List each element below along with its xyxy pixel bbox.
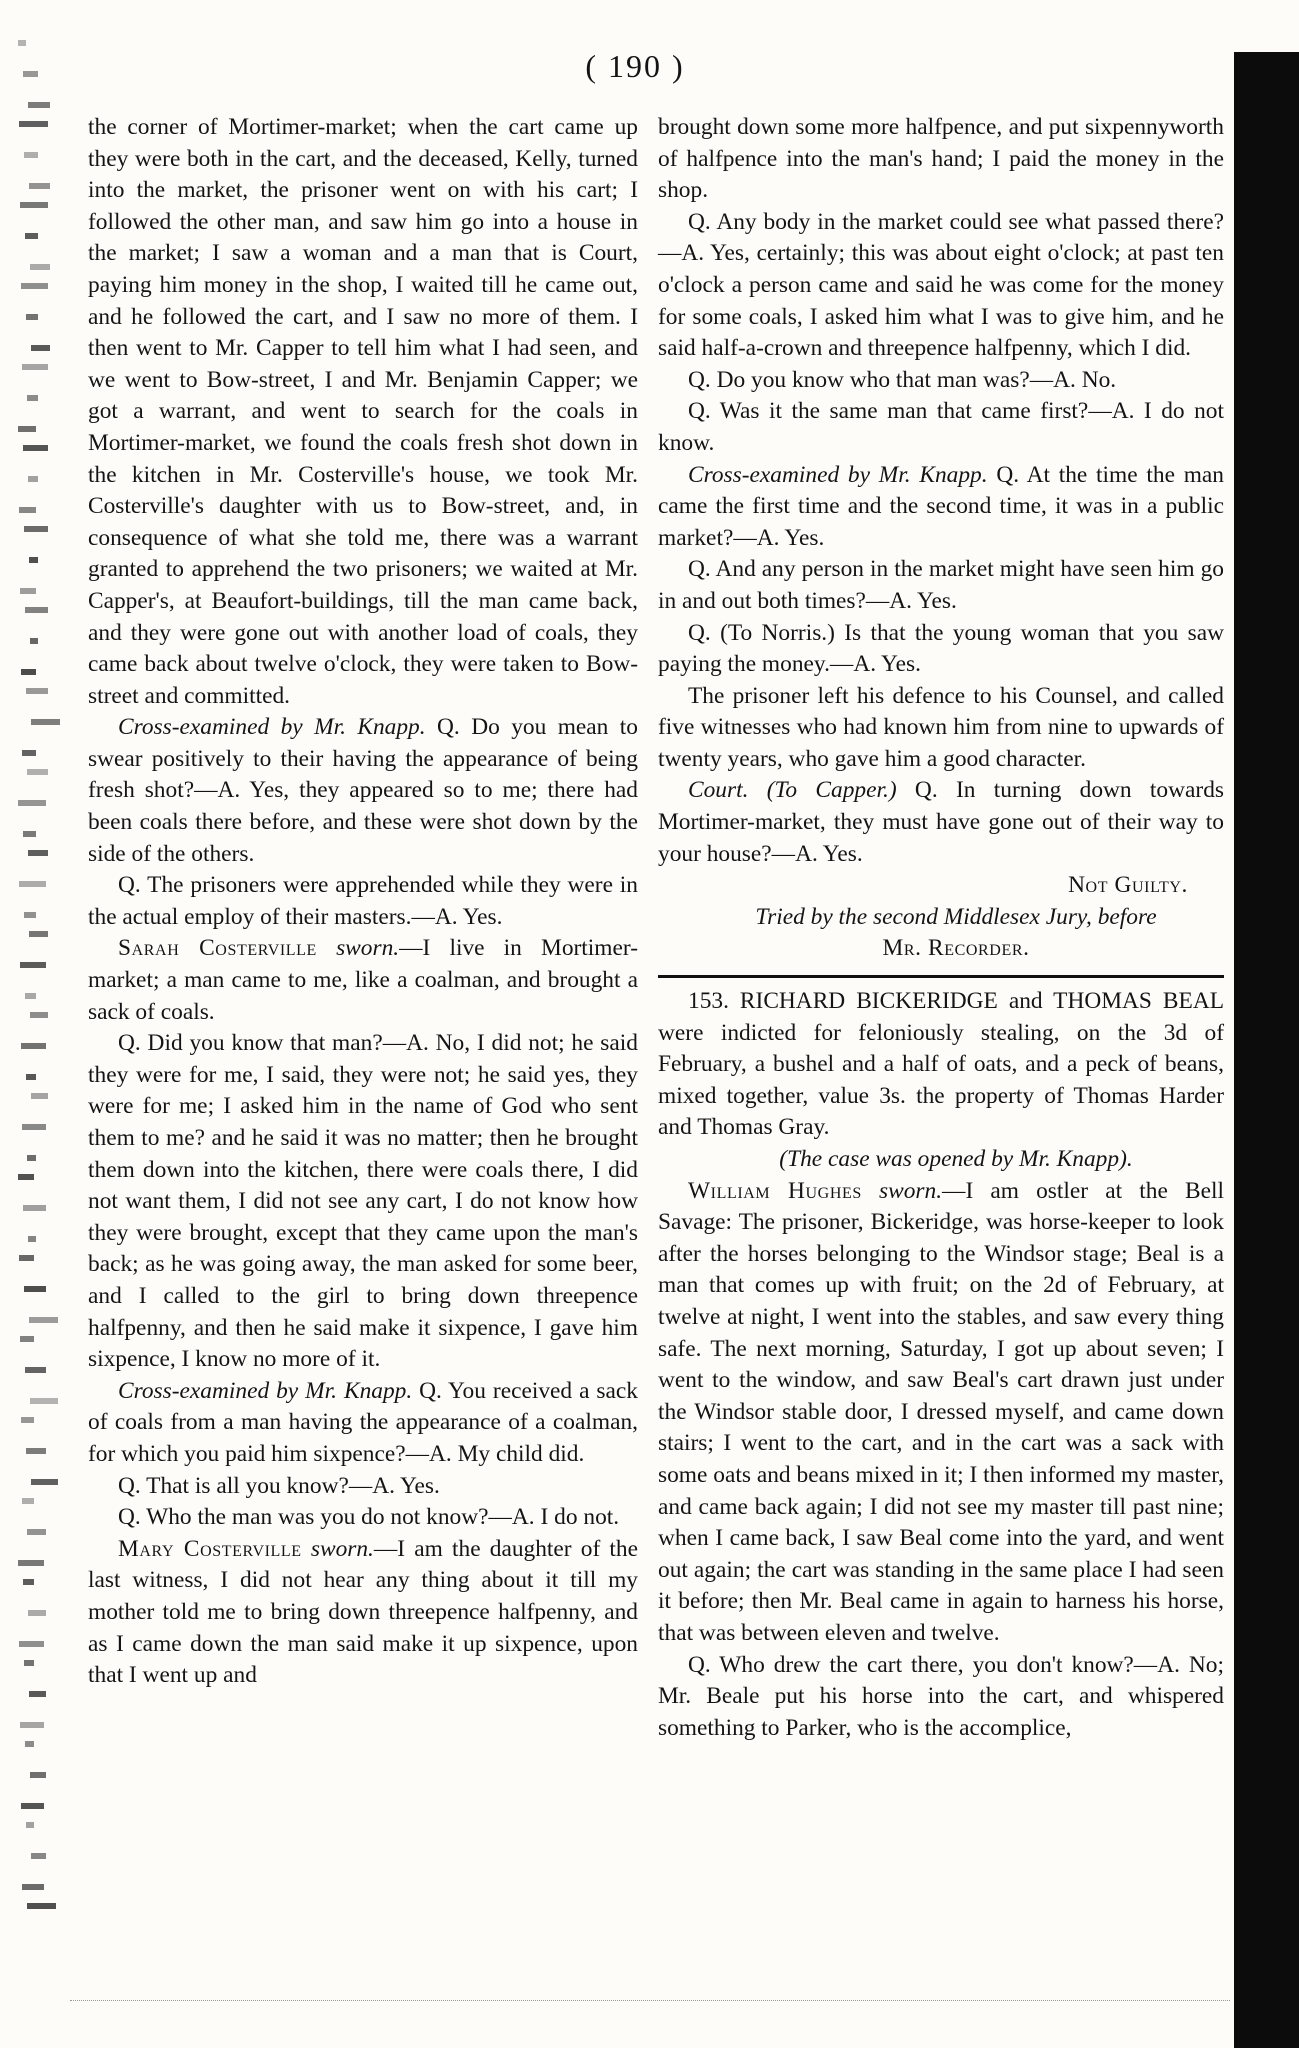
- page-edge-shadow: [1234, 52, 1299, 2048]
- binding-mark: [29, 557, 38, 563]
- binding-mark: [27, 1903, 56, 1909]
- paragraph: [88, 1376, 638, 1471]
- paragraph-text: Q. (To Norris.) Is that the young woman that you saw paying the money.—A. Yes.: [658, 619, 1224, 678]
- paragraph: [88, 933, 638, 1028]
- right-column: [658, 112, 1224, 1744]
- paragraph: [658, 1650, 1224, 1745]
- binding-mark: [25, 1741, 34, 1747]
- paragraph: [658, 775, 1224, 870]
- binding-mark: [19, 121, 48, 127]
- paragraph-text: Q. Was it the same man that came first?—A. I do not know.: [658, 398, 1224, 456]
- paragraph: [658, 986, 1224, 1144]
- binding-mark: [28, 1610, 46, 1616]
- witness-name: Mary Costerville: [118, 1535, 302, 1562]
- trial-note-text: Tried by the second Middlesex Jury, before: [755, 903, 1157, 930]
- binding-mark: [20, 202, 48, 208]
- paragraph: [88, 1502, 638, 1534]
- paragraph: [658, 396, 1224, 459]
- paragraph: [658, 365, 1224, 397]
- binding-mark: [28, 476, 38, 482]
- binding-mark: [29, 1317, 58, 1323]
- binding-mark: [22, 1884, 44, 1890]
- paragraph-text: Q. Any body in the market could see what passed there?—A. Yes, certainly; this was about eight o'clock; at past ten o'clock a person came and said he was come for the money for some coals, I asked him what I was to give him, and he said half-a-crown and threepence halfpenny, which I did.: [658, 208, 1224, 362]
- binding-mark: [30, 1398, 58, 1404]
- binding-mark: [22, 1498, 34, 1504]
- binding-mark: [24, 912, 36, 918]
- binding-mark: [28, 102, 50, 108]
- paragraph: [658, 1176, 1224, 1650]
- binding-mark: [27, 1155, 36, 1161]
- binding-mark: [28, 850, 48, 856]
- binding-mark: [23, 1205, 46, 1211]
- binding-mark: [27, 1529, 46, 1535]
- paragraph-text: Q. At the time the man came the first time and the second time, it was in a public market?—A. Yes.: [658, 461, 1225, 551]
- paragraph: [88, 870, 638, 933]
- paragraph: [658, 681, 1224, 776]
- trial-note: [658, 902, 1224, 934]
- binding-mark: [31, 1093, 48, 1099]
- binding-mark: [22, 750, 36, 756]
- binding-mark: [23, 445, 48, 451]
- binding-mark: [25, 1367, 46, 1373]
- trial-note-text: (The case was opened by Mr. Knapp).: [779, 1146, 1133, 1172]
- binding-mark: [24, 526, 48, 532]
- binding-mark: [22, 364, 48, 370]
- left-column: [88, 112, 638, 1692]
- binding-mark: [30, 638, 38, 644]
- binding-mark: [21, 1803, 44, 1809]
- binding-mark: [21, 283, 48, 289]
- binding-mark: [31, 345, 50, 351]
- section-rule: [658, 975, 1224, 978]
- binding-mark: [21, 669, 36, 675]
- paragraph: [88, 1028, 638, 1376]
- paragraph-text: —I am ostler at the Bell Savage: The prisoner, Bickeridge, was horse-keeper to look after the horses belonging to the Windsor stage; Beal is a man that comes up with fruit; on the 2d of February, at twelve at night, I went into the stables, and saw every thing safe. The next morning, Saturday, I got up about seven; I went to the window, and saw Beal's cart drawn just under the Windsor stable door, I dressed myself, and came down stairs; I went to the cart, and in the cart was a sack with some oats and beans mixed in it; I then informed my master, and came back again; I did not see my master till past nine; when I came back, I saw Beal come into the yard, and went out again; the cart was standing in the same place I had seen it before; then Mr. Beal came in again to harness his horse, that was between eleven and twelve.: [658, 1177, 1224, 1646]
- cross-exam-heading: Cross-examined by Mr. Knapp.: [118, 714, 426, 741]
- binding-mark: [18, 426, 36, 432]
- binding-mark: [29, 183, 50, 189]
- binding-mark: [26, 1448, 46, 1454]
- binding-mark: [25, 233, 38, 239]
- trial-note: [658, 1144, 1224, 1176]
- paragraph: [658, 112, 1224, 207]
- paragraph: [658, 460, 1224, 555]
- paragraph-text: Q. The prisoners were apprehended while they were in the actual employ of their masters.—A. Yes.: [88, 872, 638, 930]
- paragraph-text: Q. Who the man was you do not know?—A. I do not.: [118, 1504, 620, 1531]
- witness-name: Sarah Costerville: [118, 935, 317, 962]
- binding-mark: [27, 395, 38, 401]
- paragraph-text: Q. Did you know that man?—A. No, I did not; he said they were for me, I said, they were not; he said yes, they were for me; I asked him in the name of God who sent them to me? and he said it was no matter; then he brought them down into the kitchen, there were coals there, I did not want them, I did not see any cart, I do not know how they were brought, except that they came upon the man's back; as he was going away, the man asked for some beer, and I called to the girl to bring down threepence halfpenny, and then he said make it sixpence, I gave him sixpence, I know no more of it.: [88, 1030, 638, 1373]
- binding-mark: [29, 931, 48, 937]
- sworn-label: sworn.: [879, 1177, 943, 1204]
- paragraph: [658, 618, 1224, 681]
- sworn-label: sworn.: [310, 1535, 374, 1562]
- sworn-label: sworn.: [336, 935, 400, 962]
- binding-mark: [18, 40, 26, 46]
- witness-name: William Hughes: [688, 1177, 862, 1204]
- binding-mark: [30, 1012, 48, 1018]
- page-number: ( 190 ): [585, 48, 685, 84]
- cross-exam-heading: Cross-examined by Mr. Knapp.: [118, 1377, 413, 1404]
- binding-mark: [24, 152, 38, 158]
- page-bottom-edge: [70, 2000, 1230, 2009]
- binding-mark: [31, 1853, 46, 1859]
- paragraph-text: Q. Do you mean to swear positively to their having the appearance of being fresh shot?—A. Yes, they appeared so to me; there had been coals there before, and these were shot down by the side of the others.: [88, 714, 639, 867]
- paragraph: [88, 1534, 638, 1692]
- binding-mark: [20, 1336, 34, 1342]
- binding-mark: [30, 264, 50, 270]
- binding-mark: [31, 719, 60, 725]
- binding-mark: [24, 1286, 46, 1292]
- binding-mark: [19, 1255, 34, 1261]
- binding-mark: [23, 71, 38, 77]
- binding-mark: [22, 1124, 46, 1130]
- paragraph-text: —I live in Mortimer-market; a man came to me, like a coalman, and brought a sack of coals.: [88, 935, 638, 1025]
- binding-mark: [20, 1722, 44, 1728]
- paragraph-text: 153. RICHARD BICKERIDGE and THOMAS BEAL were indicted for feloniously stealing, on the 3d of February, a bushel and a half of oats, and a peck of beans, mixed together, value 3s. the property of Thomas Harder and Thomas Gray.: [658, 988, 1224, 1141]
- paragraph-text: Q. In turning down towards Mortimer-market, they must have gone out of their way to your house?—A. Yes.: [658, 777, 1224, 867]
- paragraph-text: the corner of Mortimer-market; when the cart came up they were both in the cart, and the deceased, Kelly, turned into the market, the prisoner went on with his cart; I followed the other man, and saw him go into a house in the market; I saw a woman and a man that is Court, paying him money in the shop, I waited till he came out, and he followed the cart, and I saw no more of them. I then went to Mr. Capper to tell him what I had seen, and we went to Bow-street, I and Mr. Benjamin Capper; we got a warrant, and went to search for the coals in Mortimer-market, we found the coals fresh shot down in the kitchen in Mr. Costerville's house, we took Mr. Costerville's daughter with us to Bow-street, and, in consequence of what she told me, there was a warrant granted to apprehend the two prisoners; we waited at Mr. Capper's, at Beaufort-buildings, till the man came back, and they were gone out with another load of coals, they came back about twelve o'clock, they were taken to Bow-street and committed.: [88, 114, 638, 709]
- binding-mark: [27, 769, 48, 775]
- binding-mark: [25, 993, 36, 999]
- paragraph-text: Q. Do you know who that man was?—A. No.: [688, 366, 1117, 393]
- paragraph-text: brought down some more halfpence, and put sixpennyworth of halfpence into the man's hand; I paid the money in the shop.: [658, 114, 1224, 204]
- binding-mark: [28, 1236, 36, 1242]
- binding-mark: [23, 831, 36, 837]
- binding-mark: [24, 1660, 34, 1666]
- binding-mark: [20, 588, 36, 594]
- binding-mark: [26, 1074, 36, 1080]
- binding-edge: [0, 40, 72, 1990]
- binding-mark: [21, 1417, 34, 1423]
- binding-mark: [26, 688, 48, 694]
- binding-mark: [19, 881, 46, 887]
- paragraph-text: Q. You received a sack of coals from a man having the appearance of a coalman, for which you paid him sixpence?—A. My child did.: [88, 1377, 638, 1467]
- binding-mark: [19, 507, 36, 513]
- paragraph: [658, 554, 1224, 617]
- cross-exam-heading: Court. (To Capper.): [688, 777, 897, 804]
- verdict: Not Guilty.: [1068, 872, 1188, 899]
- paragraph-text: Q. Who drew the cart there, you don't know?—A. No; Mr. Beale put his horse into the cart, and whispered something to Parker, who is the accomplice,: [658, 1651, 1224, 1741]
- paragraph-text: The prisoner left his defence to his Counsel, and called five witnesses who had known him from nine to upwards of twenty years, who gave him a good character.: [658, 682, 1224, 772]
- cross-exam-heading: Cross-examined by Mr. Knapp.: [688, 461, 988, 488]
- binding-mark: [25, 607, 48, 613]
- paragraph: [88, 112, 638, 712]
- binding-mark: [21, 1043, 46, 1049]
- binding-mark: [18, 1174, 34, 1180]
- binding-mark: [29, 1691, 46, 1697]
- paragraph-text: —I am the daughter of the last witness, I did not hear any thing about it till my mother told me to bring down threepence halfpenny, and as I came down the man said make it up sixpence, upon that I went up and: [88, 1535, 638, 1689]
- paragraph: [88, 1471, 638, 1503]
- binding-mark: [26, 1822, 34, 1828]
- binding-mark: [30, 1772, 46, 1778]
- binding-mark: [20, 962, 46, 968]
- binding-mark: [19, 1641, 44, 1647]
- paragraph: [658, 207, 1224, 365]
- paragraph: [88, 712, 638, 870]
- trial-judge: Mr. Recorder.: [882, 935, 1030, 962]
- binding-mark: [31, 1479, 58, 1485]
- binding-mark: [18, 800, 46, 806]
- binding-mark: [26, 314, 38, 320]
- binding-mark: [18, 1560, 44, 1566]
- paragraph-text: Q. That is all you know?—A. Yes.: [118, 1472, 440, 1499]
- paragraph-text: Q. And any person in the market might have seen him go in and out both times?—A. Yes.: [658, 556, 1224, 614]
- binding-mark: [23, 1579, 34, 1585]
